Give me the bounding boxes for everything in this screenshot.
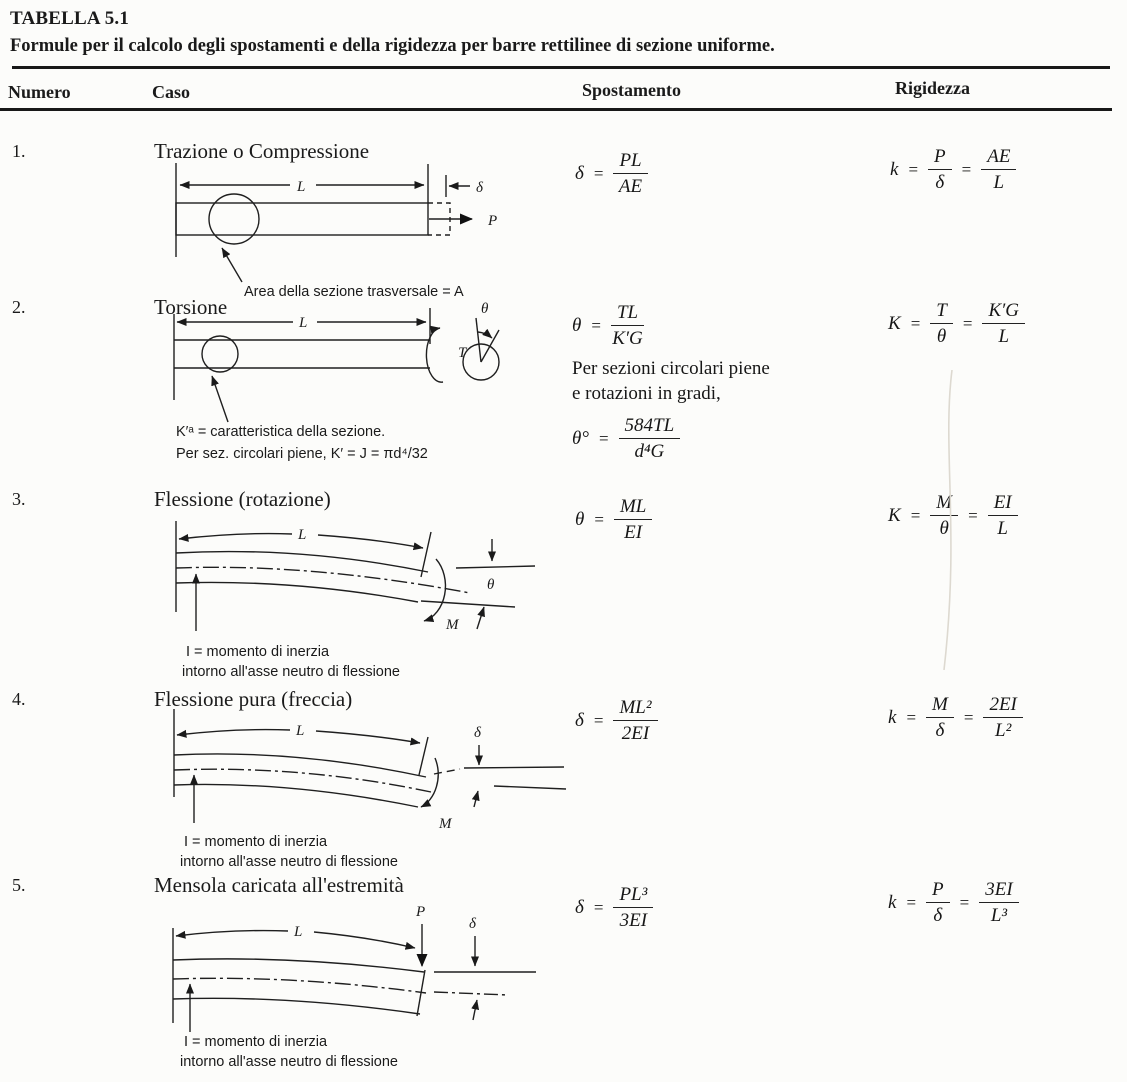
fraction: $\frac{2EI}{\text{L²}}$ xyxy=(983,694,1022,742)
fraction: $\frac{\text{ML²}}{2EI}$ xyxy=(613,697,657,745)
spostamento-formula-2b xyxy=(572,415,872,463)
page-subtitle: Formule per il calcolo degli spostamenti e della rigidezza per barre rettilinee di sezione uniforme. xyxy=(10,36,775,56)
row-number: 2. xyxy=(12,297,26,317)
fraction: $\frac{T}{\theta}$ xyxy=(930,300,953,348)
equals-sign: = xyxy=(908,159,919,179)
row-number: 5. xyxy=(12,875,26,895)
length-dimension xyxy=(177,723,420,743)
equals-sign: = xyxy=(910,505,921,525)
equals-sign: = xyxy=(961,159,972,179)
delta-dimension xyxy=(446,175,484,197)
fraction: $\frac{P}{\delta}$ xyxy=(926,879,950,927)
spostamento-formula-5 xyxy=(575,884,653,932)
inertia-note-2: intorno all'asse neutro di flessione xyxy=(180,1054,398,1070)
top-rule xyxy=(12,66,1110,69)
case-title-trazione: Trazione o Compressione xyxy=(154,139,370,163)
inertia-note-1: I = momento di inerzia xyxy=(184,1034,328,1050)
torque-arrow xyxy=(426,328,468,382)
equals-sign: = xyxy=(593,710,604,730)
fraction: $\frac{PL}{AE}$ xyxy=(613,150,647,198)
angle-label: θ xyxy=(481,301,489,317)
moment-arrow xyxy=(424,559,460,633)
beam-bottom xyxy=(173,998,420,1014)
fraction: $\frac{TL}{K'G}$ xyxy=(612,302,643,350)
diagram-mensola xyxy=(168,880,568,1080)
note-arrow xyxy=(222,248,242,282)
header-rule xyxy=(0,108,1112,111)
dim-label: L xyxy=(298,527,307,543)
angle-label: θ xyxy=(487,577,495,593)
rigidezza-formula-4 xyxy=(888,694,1023,742)
rigidezza-formula-1 xyxy=(890,146,1016,194)
circular-sections-note-2: e rotazioni in gradi, xyxy=(572,383,721,405)
fraction: $\frac{P}{\delta}$ xyxy=(928,146,952,194)
spostamento-formula-2 xyxy=(572,302,872,350)
diagram-flessione-rotazione xyxy=(170,515,545,685)
column-header-caso: Caso xyxy=(152,82,191,102)
neutral-axis xyxy=(174,769,431,792)
beam-top xyxy=(174,754,426,777)
load-label: P xyxy=(416,904,426,920)
dim-label: L xyxy=(296,723,305,739)
case-title-flessione-pura: Flessione pura (freccia) xyxy=(154,687,353,711)
dim-label: L xyxy=(294,924,303,940)
formula-lhs: k xyxy=(890,158,899,180)
rigidezza-formula-2 xyxy=(888,300,1025,348)
spostamento-formula-3 xyxy=(575,496,652,544)
inertia-note-1: I = momento di inerzia xyxy=(186,644,330,660)
rigidezza-formula-5 xyxy=(888,879,1019,927)
section-note-1: K′ᵃ = caratteristica della sezione. xyxy=(176,424,386,440)
area-note: Area della sezione trasversale = A xyxy=(244,284,464,300)
moment-label: M xyxy=(446,617,459,633)
neutral-axis xyxy=(173,978,426,993)
section-note-2: Per sez. circolari piene, K′ = J = πd⁴/32 xyxy=(176,446,428,462)
spostamento-formula-4 xyxy=(575,697,658,745)
length-dimension xyxy=(176,924,415,948)
equals-sign: = xyxy=(968,505,978,525)
inertia-note-1: I = momento di inerzia xyxy=(184,834,328,850)
diagram-flessione-pura xyxy=(168,695,568,870)
moment-arrow xyxy=(421,758,453,832)
beam-top xyxy=(176,552,428,572)
equals-sign: = xyxy=(959,892,970,912)
cross-section-circle xyxy=(202,336,238,372)
row-number: 1. xyxy=(12,141,26,161)
column-header-rigidezza: Rigidezza xyxy=(895,78,970,98)
page-title: TABELLA 5.1 xyxy=(10,8,130,29)
torque-label: T xyxy=(458,345,467,361)
fraction: $\frac{K'G}{L}$ xyxy=(982,300,1025,348)
equals-sign: = xyxy=(963,707,974,727)
beam-end-tick xyxy=(419,737,428,775)
bar-outline xyxy=(176,203,428,235)
row-number: 4. xyxy=(12,689,26,709)
deflection-dimension xyxy=(434,725,566,807)
beam-bottom xyxy=(176,582,418,602)
spostamento-block-2 xyxy=(572,302,872,462)
cross-section-circle xyxy=(209,194,259,244)
beam-top xyxy=(173,959,424,972)
formula-lhs: k xyxy=(888,891,897,913)
case-title-torsione: Torsione xyxy=(154,295,228,319)
delta-label: δ xyxy=(476,180,483,196)
equals-sign: = xyxy=(906,892,917,912)
length-dimension xyxy=(177,315,426,331)
fraction: $\frac{584TL}{\text{d⁴G}}$ xyxy=(619,415,681,463)
dim-label: L xyxy=(299,315,308,331)
moment-label: M xyxy=(439,816,452,832)
beam-end-tick xyxy=(421,532,431,577)
circular-sections-note-1: Per sezioni circolari piene xyxy=(572,357,770,379)
delta-label: δ xyxy=(474,725,481,741)
formula-lhs: δ xyxy=(575,162,584,184)
formula-lhs: θ xyxy=(572,314,582,336)
formula-lhs: θ xyxy=(575,508,585,530)
fraction: $\frac{\text{PL³}}{3EI}$ xyxy=(613,884,653,932)
equals-sign: = xyxy=(598,428,609,448)
rotation-angle-detail xyxy=(463,301,499,380)
rotation-angle xyxy=(421,539,535,629)
equals-sign: = xyxy=(910,313,921,333)
equals-sign: = xyxy=(591,315,601,335)
load-label: P xyxy=(488,213,498,229)
equals-sign: = xyxy=(594,509,604,529)
fraction: $\frac{AE}{L}$ xyxy=(981,146,1016,194)
equals-sign: = xyxy=(906,707,917,727)
note-arrow xyxy=(212,376,228,422)
dim-label: L xyxy=(297,179,306,195)
length-dimension xyxy=(179,527,423,548)
load-arrow xyxy=(415,904,425,966)
fraction: $\frac{M}{\delta}$ xyxy=(926,694,954,742)
case-title-mensola: Mensola caricata all'estremità xyxy=(154,873,404,897)
fraction: $\frac{3EI}{\text{L³}}$ xyxy=(979,879,1018,927)
formula-lhs: K xyxy=(888,312,901,334)
diagram-trazione xyxy=(170,160,510,305)
column-header-numero: Numero xyxy=(8,82,71,102)
row-number: 3. xyxy=(12,489,26,509)
formula-lhs: δ xyxy=(575,709,584,731)
equals-sign: = xyxy=(962,313,973,333)
case-title-flessione-rotazione: Flessione (rotazione) xyxy=(154,487,331,511)
equals-sign: = xyxy=(593,897,604,917)
column-header-spostamento: Spostamento xyxy=(582,80,682,100)
diagram-torsione xyxy=(168,300,513,465)
inertia-note-2: intorno all'asse neutro di flessione xyxy=(182,664,400,680)
fraction: $\frac{EI}{L}$ xyxy=(988,492,1018,540)
beam-bottom xyxy=(174,784,418,807)
formula-lhs: δ xyxy=(575,896,584,918)
formula-lhs: k xyxy=(888,706,897,728)
fraction: $\frac{M}{\theta}$ xyxy=(930,492,958,540)
formula-lhs: θ° xyxy=(572,427,589,449)
deflection-dimension xyxy=(434,916,536,1020)
scan-crease-artifact xyxy=(930,370,970,670)
equals-sign: = xyxy=(593,163,604,183)
formula-lhs: K xyxy=(888,504,901,526)
length-dimension xyxy=(180,179,424,195)
load-arrow xyxy=(429,213,497,229)
fraction: $\frac{ML}{EI}$ xyxy=(614,496,652,544)
delta-label: δ xyxy=(469,916,476,932)
inertia-note-2: intorno all'asse neutro di flessione xyxy=(180,854,398,870)
spostamento-formula-1 xyxy=(575,150,648,198)
